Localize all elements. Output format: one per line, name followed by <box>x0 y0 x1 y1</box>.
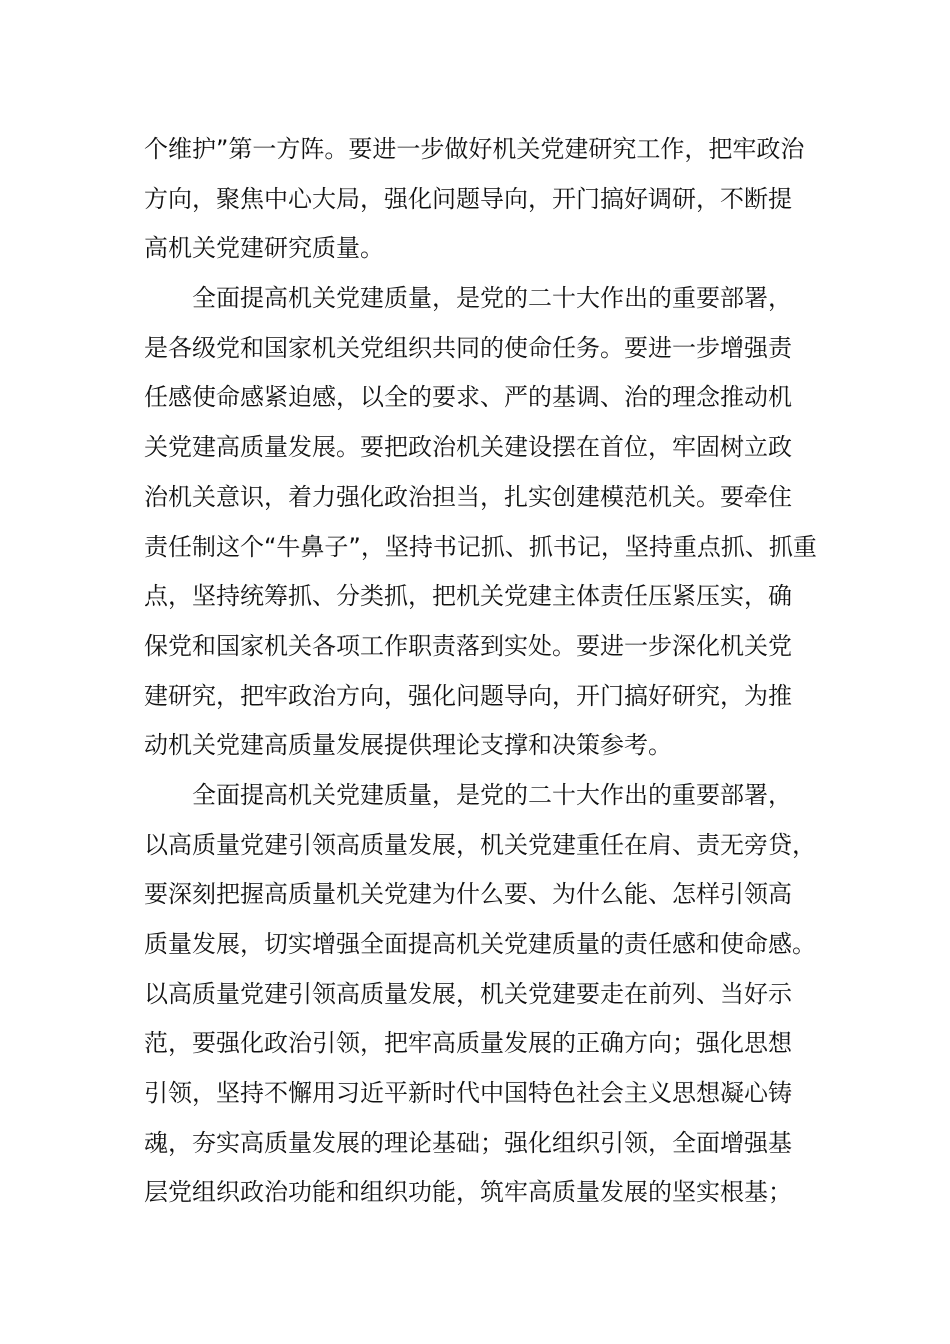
text-line: 质量发展，切实增强全面提高机关党建质量的责任感和使命感。 <box>144 930 816 958</box>
text-line: 建研究，把牢政治方向，强化问题导向，开门搞好研究，为推 <box>144 681 792 710</box>
text-line: 关党建高质量发展。要把政治机关建设摆在首位，牢固树立政 <box>144 433 792 462</box>
text-line: 以高质量党建引领高质量发展，机关党建重任在肩、责无旁贷， <box>144 830 816 859</box>
paragraph-first-line: 全面提高机关党建质量，是党的二十大作出的重要部署， <box>192 780 792 809</box>
text-line: 高机关党建研究质量。 <box>144 234 384 263</box>
text-line: 引领，坚持不懈用习近平新时代中国特色社会主义思想凝心铸 <box>144 1079 792 1108</box>
text-line: 方向，聚焦中心大局，强化问题导向，开门搞好调研，不断提 <box>144 184 792 213</box>
text-line: 魂，夯实高质量发展的理论基础；强化组织引领，全面增强基 <box>144 1128 792 1157</box>
text-line: 治机关意识，着力强化政治担当，扎实创建模范机关。要牵住 <box>144 482 792 511</box>
text-line: 层党组织政治功能和组织功能，筑牢高质量发展的坚实根基； <box>144 1178 792 1207</box>
paragraph-first-line: 全面提高机关党建质量，是党的二十大作出的重要部署， <box>192 284 792 313</box>
text-line: 保党和国家机关各项工作职责落到实处。要进一步深化机关党 <box>144 631 792 660</box>
text-line: 任感使命感紧迫感，以全的要求、严的基调、治的理念推动机 <box>144 383 792 412</box>
text-line: 点，坚持统筹抓、分类抓，把机关党建主体责任压紧压实，确 <box>144 582 792 611</box>
text-line: 个维护”第一方阵。要进一步做好机关党建研究工作，把牢政治 <box>144 135 805 163</box>
text-line: 要深刻把握高质量机关党建为什么要、为什么能、怎样引领高 <box>144 880 792 909</box>
body-text <box>144 125 816 1218</box>
text-line: 责任制这个“牛鼻子”，坚持书记抓、抓书记，坚持重点抓、抓重 <box>144 532 817 561</box>
text-line: 以高质量党建引领高质量发展，机关党建要走在前列、当好示 <box>144 979 792 1008</box>
text-line: 范，要强化政治引领，把牢高质量发展的正确方向；强化思想 <box>144 1029 792 1058</box>
text-line: 是各级党和国家机关党组织共同的使命任务。要进一步增强责 <box>144 333 792 362</box>
text-line: 动机关党建高质量发展提供理论支撑和决策参考。 <box>144 731 672 760</box>
